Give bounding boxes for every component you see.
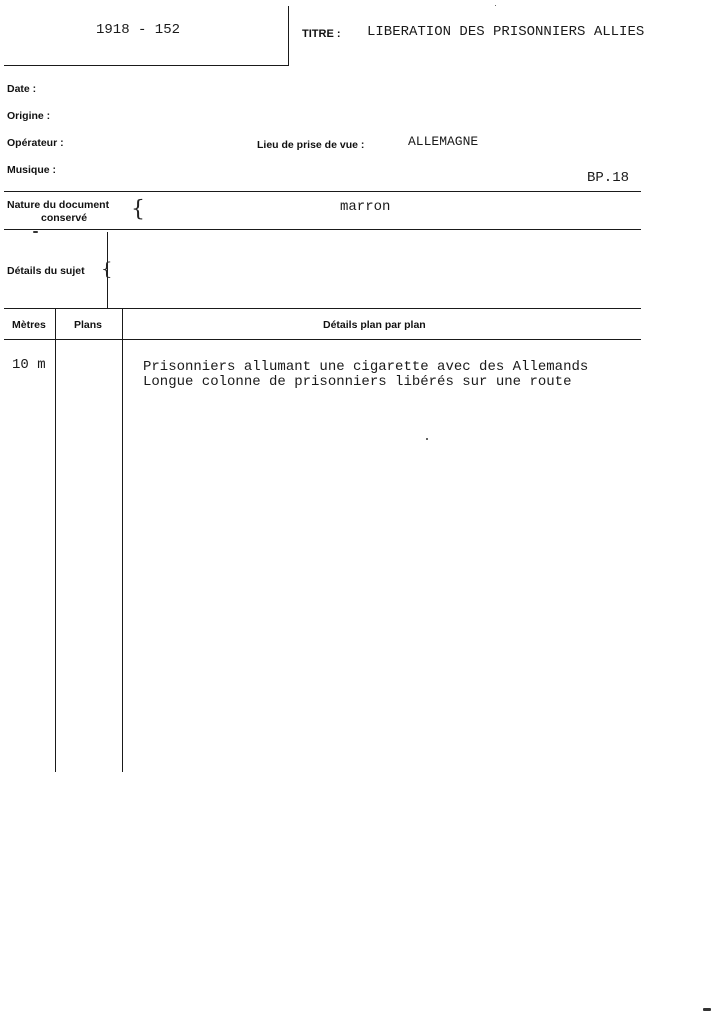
location-label: Lieu de prise de vue :: [257, 139, 365, 151]
table-top-rule: [4, 308, 641, 309]
column-header-details: Détails plan par plan: [323, 319, 426, 331]
column-divider-metres-plans: [55, 309, 56, 772]
ink-speck: [33, 231, 38, 233]
row-metres-value: 10 m: [12, 357, 46, 373]
column-divider-plans-details: [122, 309, 123, 772]
ink-speck: [495, 5, 496, 6]
music-label: Musique :: [7, 164, 56, 176]
header-box-right-border: [288, 6, 289, 66]
location-value: ALLEMAGNE: [408, 134, 479, 149]
header-box-bottom-border: [4, 65, 289, 66]
title-label: TITRE :: [302, 28, 341, 40]
document-code: BP.18: [587, 170, 630, 186]
operator-label: Opérateur :: [7, 137, 64, 149]
nature-brace: {: [131, 197, 145, 222]
row-detail-line: Prisonniers allumant une cigarette avec des Allemands: [143, 359, 589, 375]
subject-brace: {: [101, 259, 113, 280]
subject-label: Détails du sujet: [7, 265, 85, 277]
nature-label-line2: conservé: [41, 212, 88, 224]
reference-number: 1918 - 152: [96, 22, 181, 38]
table-header-bottom-rule: [4, 339, 641, 340]
nature-label-line1: Nature du document: [7, 199, 110, 211]
column-header-metres: Mètres: [12, 319, 46, 331]
row-detail-line: Longue colonne de prisonniers libérés sur une route: [143, 374, 572, 390]
rule-above-subject: [4, 229, 641, 230]
ink-speck: [426, 438, 428, 440]
page-corner-mark: [703, 1008, 711, 1011]
nature-value: marron: [340, 199, 391, 215]
origin-label: Origine :: [7, 110, 51, 122]
rule-above-nature: [4, 191, 641, 192]
column-header-plans: Plans: [74, 319, 103, 331]
title-value: LIBERATION DES PRISONNIERS ALLIES: [367, 24, 645, 40]
date-label: Date :: [7, 83, 37, 95]
